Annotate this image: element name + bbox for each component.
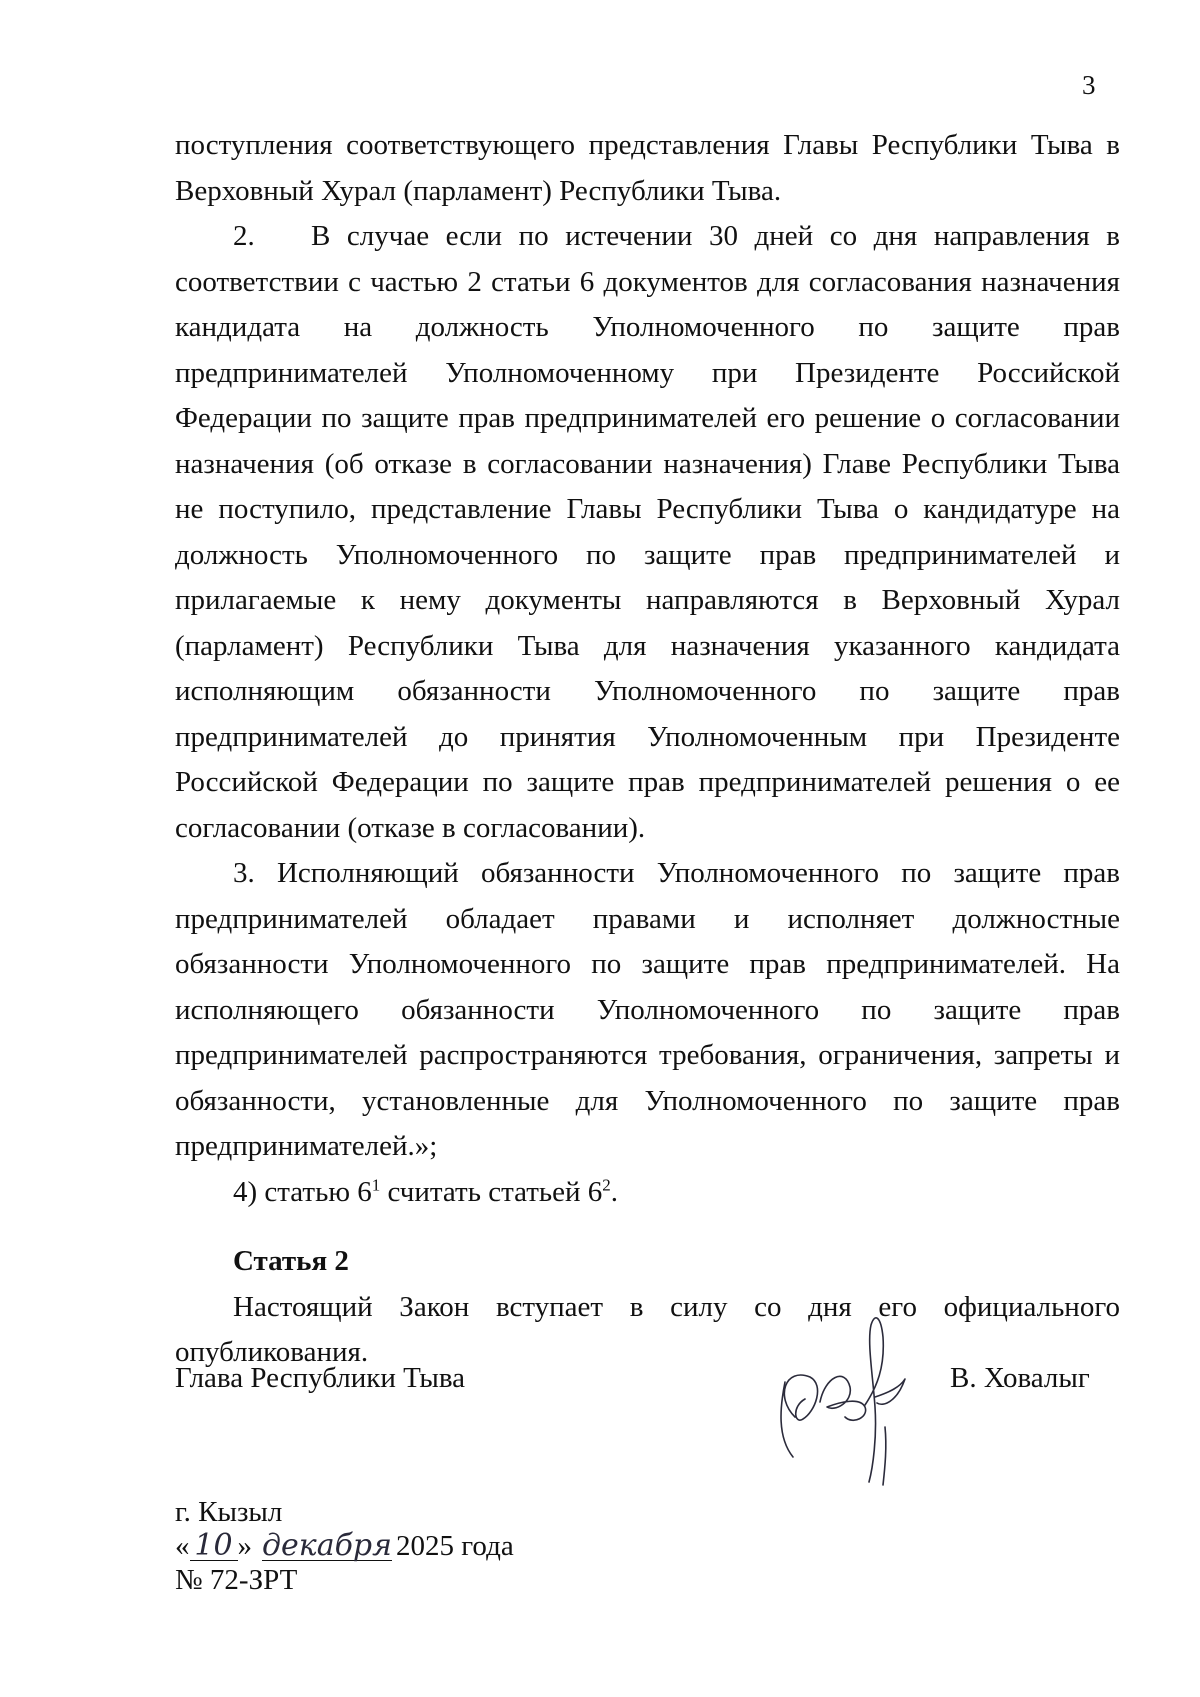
date-line [175,1529,514,1563]
quote-close: » [237,1530,252,1562]
place-date-block [175,1495,514,1597]
article-2-heading: Статья 2 [233,1245,349,1277]
paragraph-2-number: 2. [233,220,255,252]
page-number: 3 [1082,70,1096,100]
signer-position: Глава Республики Тыва [175,1362,466,1394]
law-number: № 72-ЗРТ [175,1564,298,1596]
article-2-text: Настоящий Закон вступает в силу со дня его официального опубликования. [175,1290,1120,1368]
paragraph-3: 3. Исполняющий обязанности Уполномоченного по защите прав предпринимателей обладает правами и исполняет должностные обязанности Уполномоченного по защите прав предпринимателей. На исполняющего обязанности Уполномоченного по защите прав предпринимателей распространяются требования, ограничения, запреты и обязанности, установленные для Уполномоченного по защите прав предпринимателей.»; [175,857,1120,1162]
signer-name: В. Ховалыг [950,1362,1090,1394]
superscript-1: 1 [371,1174,381,1194]
paragraph-4 [175,1170,1120,1216]
paragraph-continuation: поступления соответствующего представления Главы Республики Тыва в Верховный Хурал (парламент) Республики Тыва. [175,129,1120,207]
year-text: 2025 года [396,1530,514,1562]
city: г. Кызыл [175,1496,283,1528]
paragraph-2 [175,214,1120,851]
handwritten-day: 10 [190,1532,238,1561]
paragraph-4-middle: считать статьей 6 [380,1175,603,1208]
paragraph-4-prefix: 4) статью 6 [233,1175,372,1208]
handwritten-month: декабря [262,1528,392,1563]
signature-block [175,1362,1120,1422]
paragraph-2-text: В случае если по истечении 30 дней со дня направления в соответствии с частью 2 статьи 6 документов для согласования назначения кандидата на должность Уполномоченного по защите прав предпринимателей Уполномоченному при Президенте Российской Федерации по защите прав предпринимателей его решение о согласовании назначения (об отказе в согласовании назначения) Главе Республики Тыва не поступило, представление Главы Республики Тыва о кандидатуре на должность Уполномоченного по защите прав предпринимателей и прилагаемые к нему документы направляются в Верховный Хурал (парламент) Республики Тыва для назначения указанного кандидата исполняющим обязанности Уполномоченного по защите прав предпринимателей до принятия Уполномоченным при Президенте Российской Федерации по защите прав предпринимателей решения о ее согласовании (отказе в согласовании). [175,220,1120,844]
quote-open: « [175,1530,190,1562]
paragraph-4-suffix: . [610,1175,619,1208]
document-body [175,123,1120,1376]
superscript-2: 2 [602,1174,611,1194]
handwritten-signature [765,1307,935,1497]
